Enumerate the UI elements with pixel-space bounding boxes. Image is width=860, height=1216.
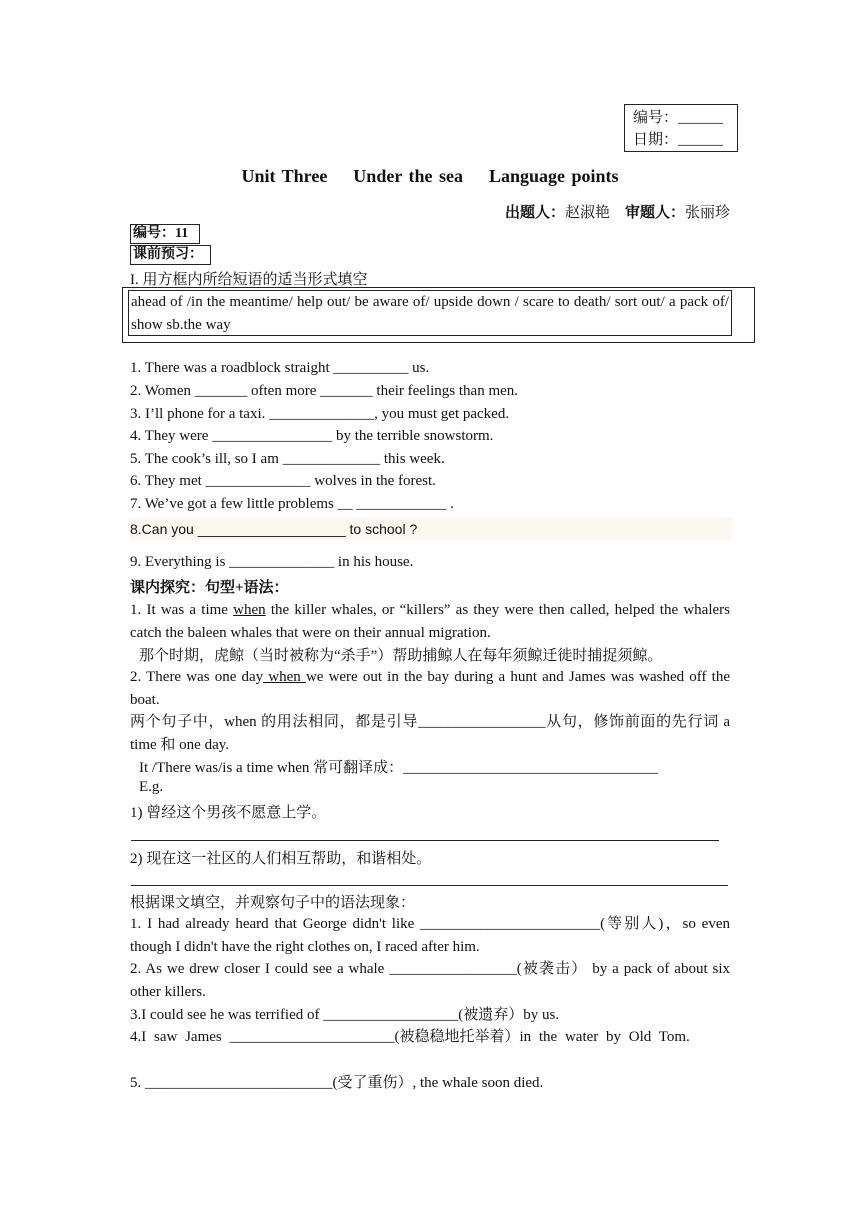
- code-line: 编号：______: [633, 110, 724, 126]
- text-item-4: 4.I saw James ______________________(被稳稳地托举着）in the water by Old Tom.: [130, 1029, 690, 1045]
- fill-item-6: 6. They met ______________ wolves in the forest.: [130, 473, 436, 489]
- example-1-pre: 1. It was a time: [130, 602, 234, 618]
- translate-line: It /There was/is a time when 常可翻译成：__________________________________: [139, 760, 659, 776]
- example-2-pre: 2. There was one day: [130, 669, 264, 685]
- example-1-post: the killer whales, or “killers” as they were then called, helped the whalers catch the baleen whales that were on their annual migration.: [130, 602, 730, 641]
- question-2: 2) 现在这一社区的人们相互帮助，和谐相处。: [130, 851, 432, 867]
- example-2-post: we were out in the bay during a hunt and James was washed off the boat.: [130, 669, 730, 708]
- section3-heading: 根据课文填空，并观察句子中的语法现象：: [130, 895, 416, 911]
- fill-item-2: 2. Women _______ often more _______ their feelings than men.: [130, 383, 519, 399]
- setter-name: 赵淑艳: [564, 205, 610, 221]
- grammar-note: 两个句子中，when 的用法相同，都是引导_________________从句，修饰前面的先行词 a time 和 one day.: [130, 714, 730, 753]
- text-item-1: 1. I had already heard that George didn't like ________________________(等别人)，so even though I didn't have the right clothes on, I raced after him.: [130, 916, 730, 955]
- answer-line-1: [131, 840, 719, 841]
- question-1: 1) 曾经这个男孩不愿意上学。: [130, 805, 327, 821]
- authors-line: [505, 201, 730, 222]
- example-1-translation: 那个时期，虎鲸（当时被称为“杀手”）帮助捕鲸人在每年须鲸迁徙时捕捉须鲸。: [139, 648, 663, 664]
- page-title: Unit Three Under the sea Language points: [241, 166, 619, 186]
- eg-label: E.g.: [139, 779, 164, 795]
- reviewer-name: 张丽珍: [684, 205, 730, 221]
- fill-item-7: 7. We’ve got a few little problems __ ____________ .: [130, 496, 454, 512]
- example-1-when: when: [233, 602, 266, 618]
- fill-item-3: 3. I’ll phone for a taxi. ______________, you must get packed.: [130, 406, 510, 422]
- preview-tag: 课前预习：: [130, 245, 211, 265]
- setter-label: 出题人：: [504, 205, 565, 221]
- code-date-box: [624, 104, 738, 152]
- phrase-box: ahead of /in the meantime/ help out/ be aware of/ upside down / scare to death/ sort out/ a pack of/ show sb.the way: [128, 290, 732, 336]
- fill-item-1: 1. There was a roadblock straight __________ us.: [130, 360, 430, 376]
- fill-item-8: 8.Can you ___________________ to school ?: [130, 521, 418, 537]
- number-tag: 编号：11: [130, 224, 200, 244]
- example-1: [130, 599, 730, 644]
- fill-item-5: 5. The cook’s ill, so I am _____________ this week.: [130, 451, 445, 467]
- date-line: 日期：______: [633, 132, 724, 148]
- reviewer-label: 审题人：: [624, 205, 685, 221]
- example-2: [130, 666, 730, 711]
- text-item-3: 3.I could see he was terrified of __________________(被遗弃）by us.: [130, 1007, 560, 1023]
- section2-heading: 课内探究：句型+语法：: [130, 580, 289, 596]
- section1-heading: I. 用方框内所给短语的适当形式填空: [130, 272, 368, 288]
- example-2-when: when: [263, 669, 306, 685]
- answer-line-2: [131, 885, 728, 886]
- text-item-2: 2. As we drew closer I could see a whale _________________(被袭击） by a pack of about six other killers.: [130, 961, 730, 1000]
- fill-item-4: 4. They were ________________ by the terrible snowstorm.: [130, 428, 494, 444]
- text-item-5: 5. _________________________(受了重伤）, the whale soon died.: [130, 1075, 544, 1091]
- fill-item-9: 9. Everything is ______________ in his house.: [130, 554, 414, 570]
